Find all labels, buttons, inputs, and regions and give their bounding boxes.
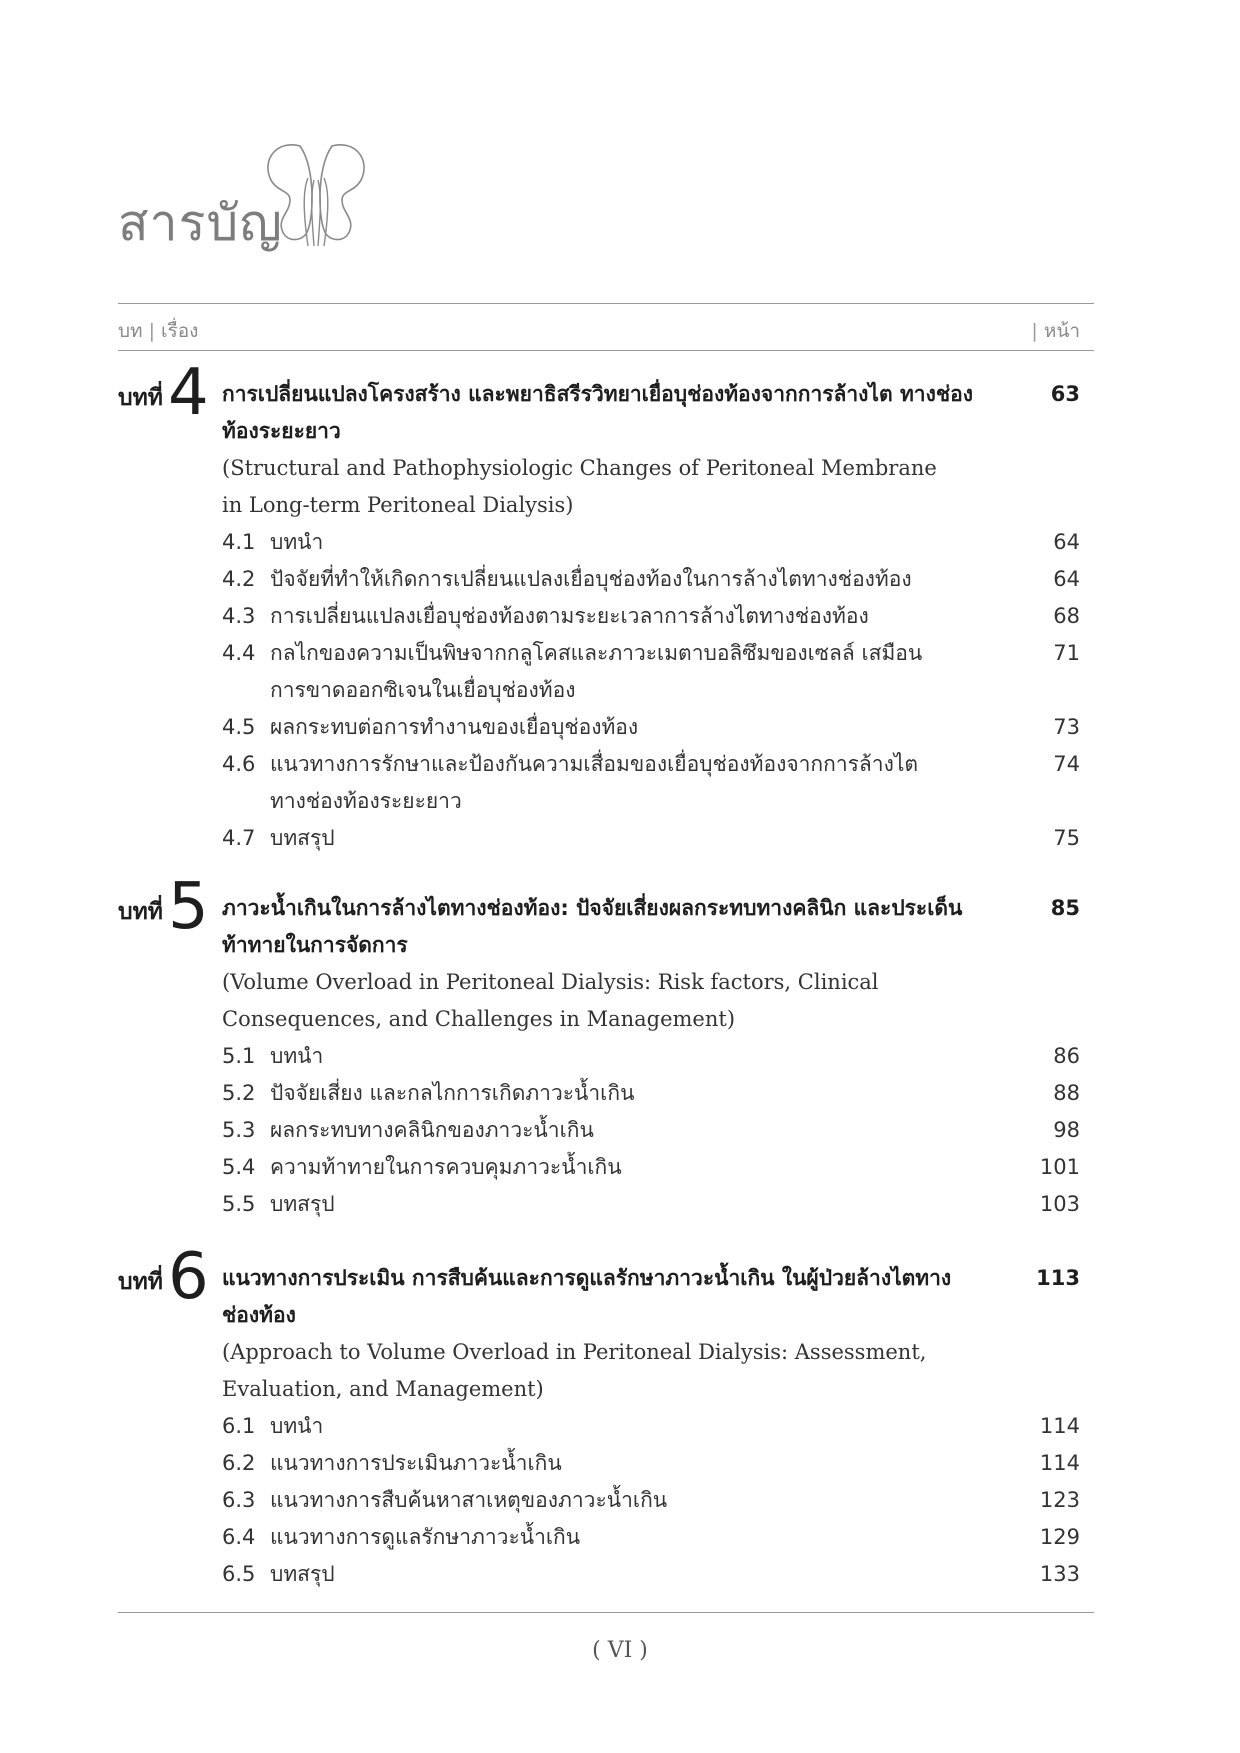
list-item: 6.1 บทนำ 114 — [222, 1414, 1080, 1438]
chapter-title-th: แนวทางการประเมิน การสืบค้นและการดูแลรักษาภาวะน้ำเกิน ในผู้ป่วยล้างไตทางช่องท้อง — [222, 1266, 952, 1327]
list-item: 4.5 ผลกระทบต่อการทำงานของเยื่อบุช่องท้อง 73 — [222, 715, 1080, 739]
chapter-title-th: การเปลี่ยนแปลงโครงสร้าง และพยาธิสรีรวิทยาเยื่อบุช่องท้องจากการล้างไต ทางช่องท้องระยะยาว — [222, 382, 973, 443]
section-list — [222, 524, 1094, 857]
chapter-4 — [118, 356, 1094, 852]
chapter-number: 4 — [168, 356, 209, 430]
header-rule — [118, 350, 1094, 351]
list-item: 5.4 ความท้าทายในการควบคุมภาวะน้ำเกิน 101 — [222, 1155, 1080, 1179]
chapter-number: 5 — [168, 870, 209, 944]
page-title: สารบัญ — [118, 194, 283, 252]
chapter-label: บทที่ — [118, 385, 163, 411]
chapter-page: 63 — [1050, 382, 1080, 406]
col-page: หน้า — [1043, 320, 1080, 342]
chapter-title-en: (Approach to Volume Overload in Peritoneal Dialysis: Assessment, Evaluation, and Management) — [222, 1340, 927, 1401]
top-rule — [118, 303, 1094, 304]
kidneys-icon — [256, 138, 376, 248]
chapter-page: 85 — [1050, 896, 1080, 920]
chapter-label: บทที่ — [118, 899, 163, 925]
list-item: 4.6 แนวทางการรักษาและป้องกันความเสื่อมของเยื่อบุช่องท้องจากการล้างไต ทางช่องท้องระยะยาว 74 — [222, 752, 1080, 813]
list-item: 5.2 ปัจจัยเสี่ยง และกลไกการเกิดภาวะน้ำเกิน 88 — [222, 1081, 1080, 1105]
list-item: 4.3 การเปลี่ยนแปลงเยื่อบุช่องท้องตามระยะเวลาการล้างไตทางช่องท้อง 68 — [222, 604, 1080, 628]
chapter-number: 6 — [168, 1240, 209, 1314]
section-list — [222, 1408, 1094, 1593]
col-topic: เรื่อง — [161, 320, 199, 342]
chapter-5 — [118, 870, 1094, 1226]
title-block — [118, 138, 448, 268]
list-item: 6.2 แนวทางการประเมินภาวะน้ำเกิน 114 — [222, 1451, 1080, 1475]
chapter-title-en: (Volume Overload in Peritoneal Dialysis: Risk factors, Clinical Consequences, and Challenges in Management) — [222, 970, 879, 1031]
list-item: 5.3 ผลกระทบทางคลินิกของภาวะน้ำเกิน 98 — [222, 1118, 1080, 1142]
list-item: 6.3 แนวทางการสืบค้นหาสาเหตุของภาวะน้ำเกิน 123 — [222, 1488, 1080, 1512]
list-item: 5.1 บทนำ 86 — [222, 1044, 1080, 1068]
list-item: 4.4 กลไกของความเป็นพิษจากกลูโคสและภาวะเมตาบอลิซึมของเซลล์ เสมือนการขาดออกซิเจนในเยื่อบุช่องท้อง 71 — [222, 641, 1080, 702]
list-item: 4.2 ปัจจัยที่ทำให้เกิดการเปลี่ยนแปลงเยื่อบุช่องท้องในการล้างไตทางช่องท้อง 64 — [222, 567, 1080, 591]
list-item: 4.1 บทนำ 64 — [222, 530, 1080, 554]
chapter-title-th: ภาวะน้ำเกินในการล้างไตทางช่องท้อง: ปัจจัยเสี่ยงผลกระทบทางคลินิก และประเด็นท้าทายในการจัดการ — [222, 896, 963, 957]
list-item: 5.5 บทสรุป 103 — [222, 1192, 1080, 1216]
list-item: 6.4 แนวทางการดูแลรักษาภาวะน้ำเกิน 129 — [222, 1525, 1080, 1549]
col-chapter: บท — [118, 320, 143, 342]
chapter-page: 113 — [1036, 1266, 1080, 1290]
chapter-6 — [118, 1240, 1094, 1596]
list-item: 6.5 บทสรุป 133 — [222, 1562, 1080, 1586]
section-list — [222, 1038, 1094, 1223]
chapter-title-en: (Structural and Pathophysiologic Changes of Peritoneal Membrane in Long-term Peritoneal Dialysis) — [222, 456, 937, 517]
page-number: ( VI ) — [592, 1638, 648, 1663]
list-item: 4.7 บทสรุป 75 — [222, 826, 1080, 850]
chapter-label: บทที่ — [118, 1269, 163, 1295]
bottom-rule — [118, 1612, 1094, 1613]
